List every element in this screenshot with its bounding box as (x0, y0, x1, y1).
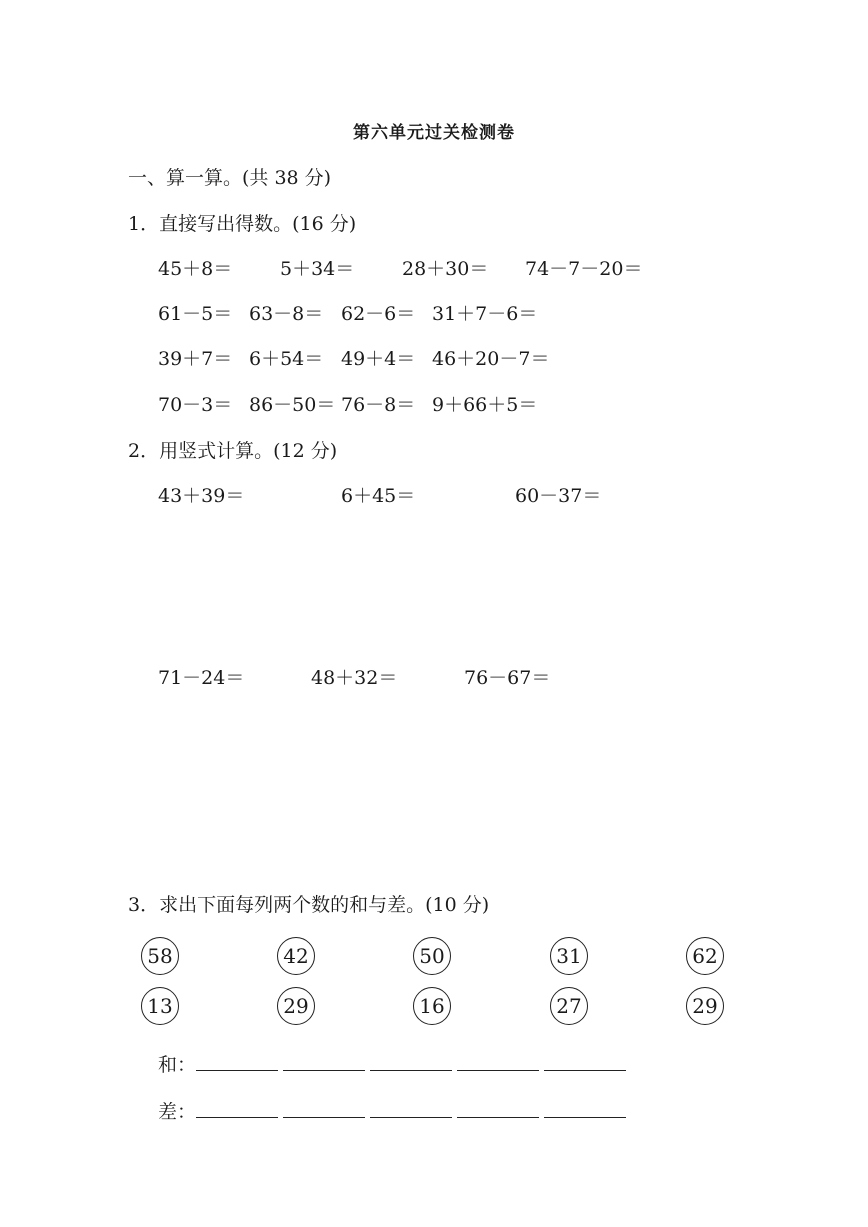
equation: 31＋7－6＝ (432, 303, 538, 325)
equation: 9＋66＋5＝ (432, 394, 538, 416)
equation: 86－50＝ (249, 394, 336, 416)
equation: 62－6＝ (341, 303, 416, 325)
number-circle: 50 (413, 937, 451, 975)
difference-label: 差： (158, 1101, 197, 1123)
number-circle: 13 (141, 987, 179, 1025)
question-3-heading: 3．求出下面每列两个数的和与差。(10 分) (128, 894, 490, 916)
equation: 71－24＝ (158, 667, 245, 689)
equation: 61－5＝ (158, 303, 233, 325)
number-circle: 27 (550, 987, 588, 1025)
equation: 70－3＝ (158, 394, 233, 416)
difference-row (158, 1097, 631, 1124)
equation: 6＋54＝ (249, 348, 324, 370)
equation: 46＋20－7＝ (432, 348, 550, 370)
answer-blank[interactable] (457, 1099, 539, 1118)
equation: 48＋32＝ (311, 667, 398, 689)
answer-blank[interactable] (196, 1099, 278, 1118)
equation: 49＋4＝ (341, 348, 416, 370)
number-circle: 62 (686, 937, 724, 975)
equation: 60－37＝ (515, 485, 602, 507)
question-2-heading: 2．用竖式计算。(12 分) (128, 440, 338, 462)
number-circle: 58 (141, 937, 179, 975)
number-circle: 16 (413, 987, 451, 1025)
number-circle: 29 (277, 987, 315, 1025)
equation: 28＋30＝ (402, 258, 489, 280)
answer-blank[interactable] (544, 1052, 626, 1071)
sum-row (158, 1050, 631, 1077)
equation: 5＋34＝ (280, 258, 355, 280)
equation: 76－8＝ (341, 394, 416, 416)
answer-blank[interactable] (370, 1052, 452, 1071)
answer-blank[interactable] (544, 1099, 626, 1118)
number-circle: 29 (686, 987, 724, 1025)
equation: 43＋39＝ (158, 485, 245, 507)
equation: 39＋7＝ (158, 348, 233, 370)
sum-label: 和： (158, 1054, 197, 1076)
answer-blank[interactable] (196, 1052, 278, 1071)
question-1-heading: 1．直接写出得数。(16 分) (128, 213, 357, 235)
answer-blank[interactable] (283, 1052, 365, 1071)
equation: 63－8＝ (249, 303, 324, 325)
answer-blank[interactable] (457, 1052, 539, 1071)
equation: 74－7－20＝ (525, 258, 643, 280)
number-circle: 31 (550, 937, 588, 975)
page-title: 第六单元过关检测卷 (353, 123, 515, 143)
answer-blank[interactable] (370, 1099, 452, 1118)
answer-blank[interactable] (283, 1099, 365, 1118)
equation: 6＋45＝ (341, 485, 416, 507)
equation: 45＋8＝ (158, 258, 233, 280)
number-circle: 42 (277, 937, 315, 975)
section-heading: 一、算一算。(共 38 分) (128, 167, 332, 189)
equation: 76－67＝ (464, 667, 551, 689)
